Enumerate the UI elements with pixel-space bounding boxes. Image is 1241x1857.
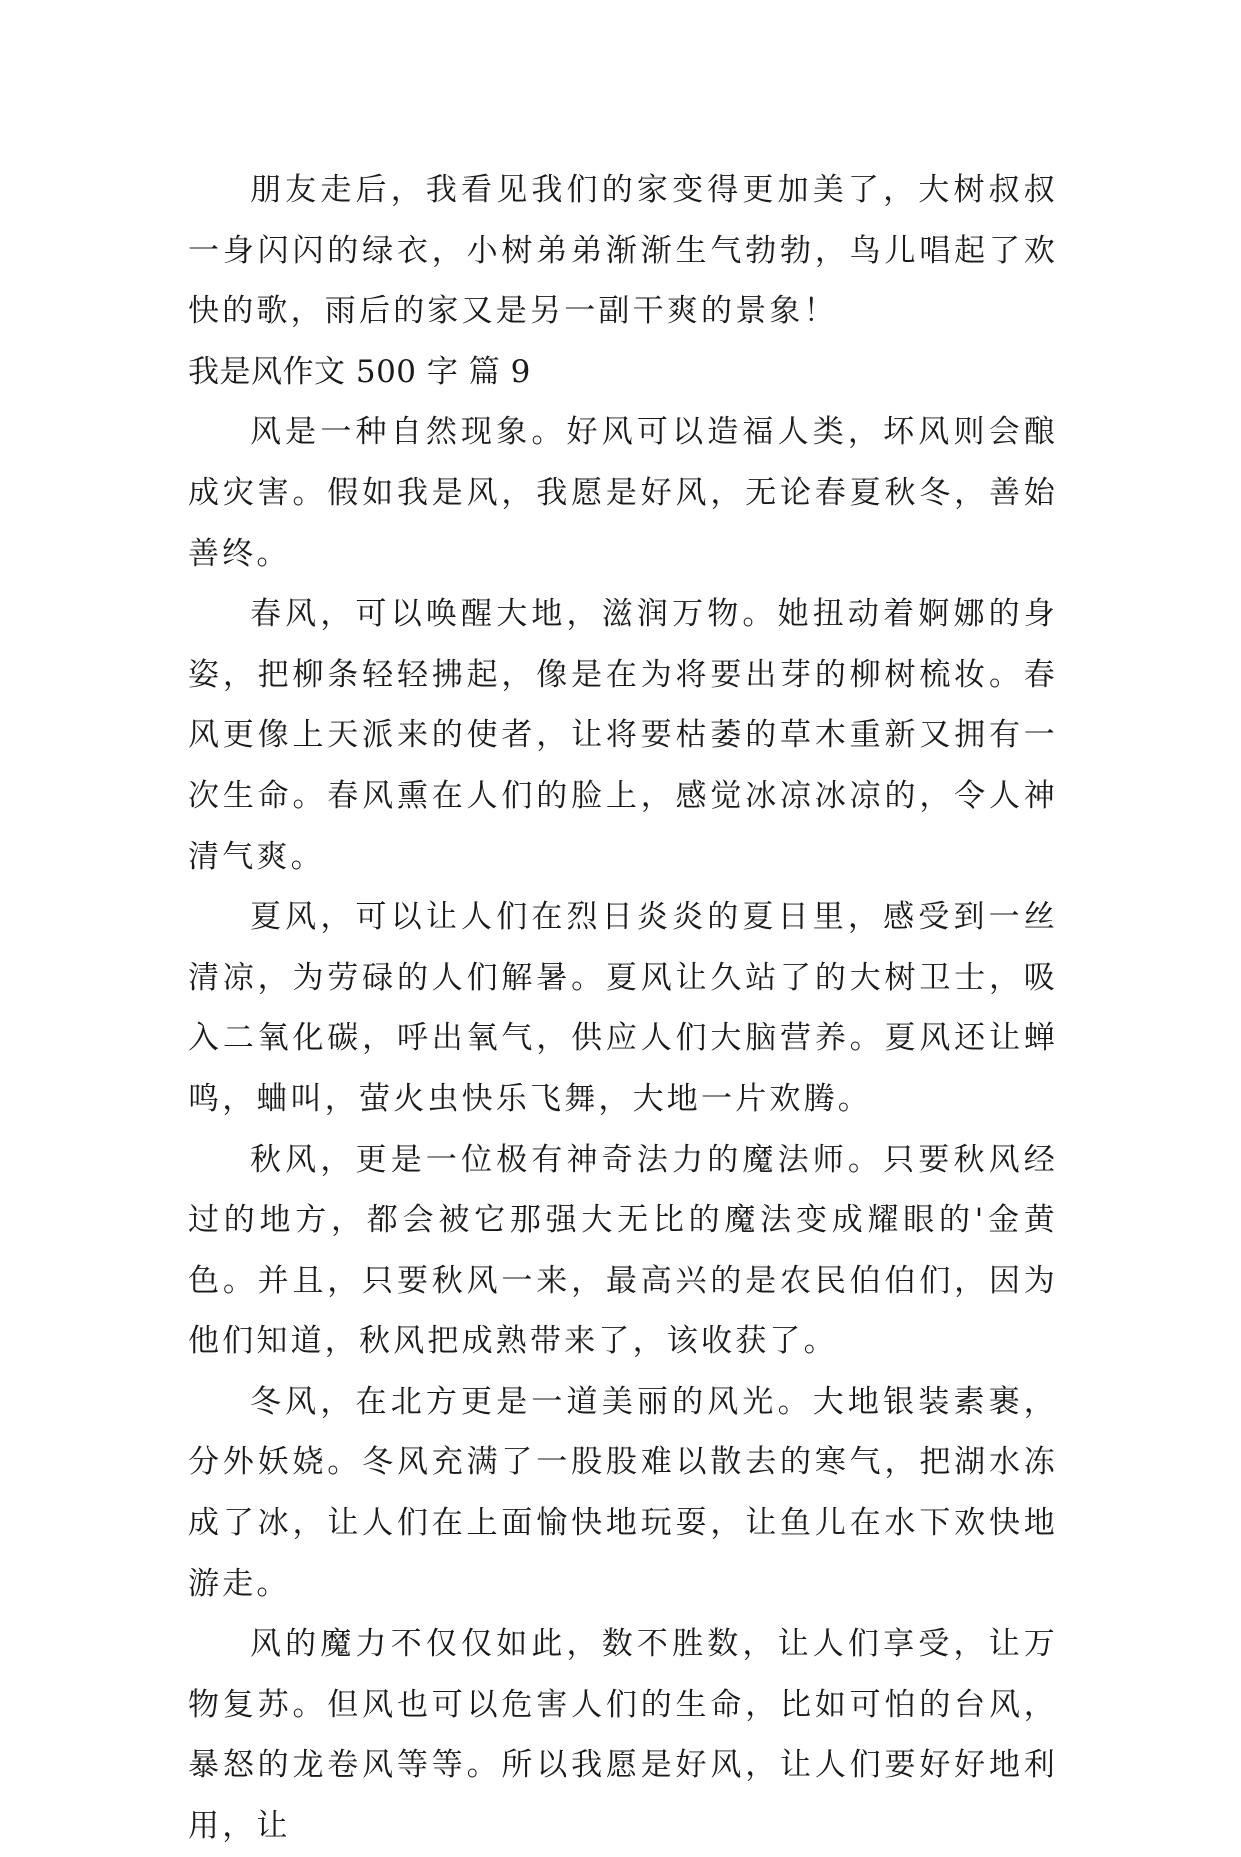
paragraph-6: 风的魔力不仅仅如此，数不胜数，让人们享受，让万物复苏。但风也可以危害人们的生命，比如可怕的台风，暴怒的龙卷风等等。所以我愿是好风，让人们要好好地利用，让 [188,1626,1058,1845]
paragraph-3: 夏风，可以让人们在烈日炎炎的夏日里，感受到一丝清凉，为劳碌的人们解暑。夏风让久站了的大树卫士，吸入二氧化碳，呼出氧气，供应人们大脑营养。夏风还让蝉鸣，蛐叫，萤火虫快乐飞舞，大地一片欢腾。 [188,899,1058,1117]
paragraph-1: 风是一种自然现象。好风可以造福人类，坏风则会酿成灾害。假如我是风，我愿是好风，无论春夏秋冬，善始善终。 [188,414,1058,572]
paragraph-2: 春风，可以唤醒大地，滋润万物。她扭动着婀娜的身姿，把柳条轻轻拂起，像是在为将要出芽的柳树梳妆。春风更像上天派来的使者，让将要枯萎的草木重新又拥有一次生命。春风熏在人们的脸上，感觉冰凉冰凉的，令人神清气爽。 [188,596,1058,875]
document-body [188,160,1058,1857]
paragraph-5: 冬风，在北方更是一道美丽的风光。大地银装素裹，分外妖娆。冬风充满了一股股难以散去的寒气，把湖水冻成了冰，让人们在上面愉快地玩耍，让鱼儿在水下欢快地游走。 [188,1383,1058,1602]
section-heading: 我是风作文 500 字 篇 9 [188,353,531,390]
paragraph-4: 秋风，更是一位极有神奇法力的魔法师。只要秋风经过的地方，都会被它那强大无比的魔法变成耀眼的'金黄色。并且，只要秋风一来，最高兴的是农民伯伯们，因为他们知道，秋风把成熟带来了，该收获了。 [188,1141,1058,1360]
paragraph-intro: 朋友走后，我看见我们的家变得更加美了，大树叔叔一身闪闪的绿衣，小树弟弟渐渐生气勃勃，鸟儿唱起了欢快的歌，雨后的家又是另一副干爽的景象！ [188,172,1058,330]
